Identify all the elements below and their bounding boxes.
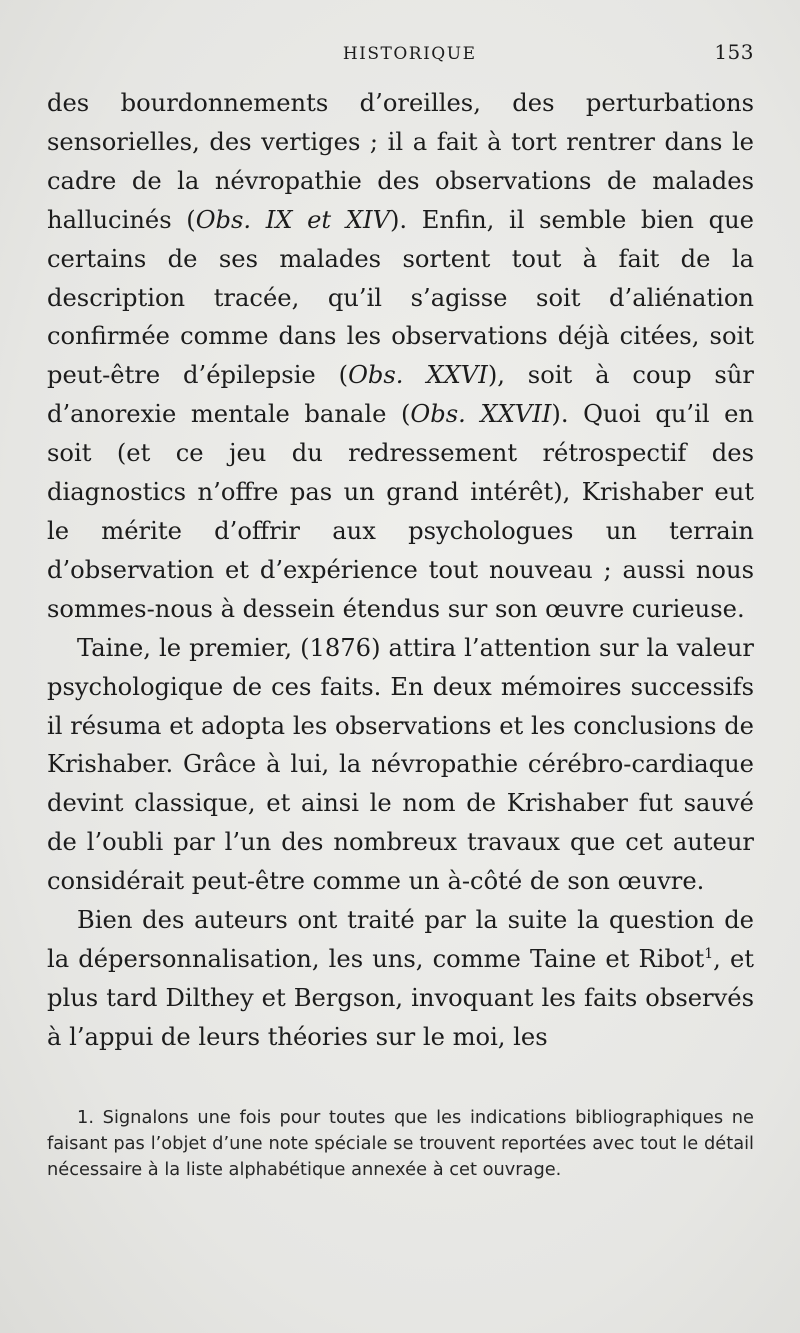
paragraph-3-text-b: , et plus tard Dilthey et Bergson, invoquant les faits observés à l’appui de leurs théories sur le moi, les	[47, 944, 754, 1051]
footnote-marker: 1.	[77, 1106, 94, 1128]
citation-obs-xxvi: Obs. XXVI	[348, 361, 488, 390]
paragraph-1-text-c: ). Enfin, il semble bien que certains de ses malades sortent tout à fait de la description tracée, qu’il s’agisse soit d’aliénation confirmée comme dans les observations déjà citées, soit peut-être d’épilepsie (	[47, 205, 754, 390]
paragraph-1	[47, 84, 754, 629]
footnote-reference: 1	[704, 945, 714, 962]
running-head	[47, 40, 754, 74]
running-title: HISTORIQUE	[342, 44, 477, 64]
paragraph-3-text-a: Bien des auteurs ont traité par la suite la question de la dépersonnalisation, les uns, comme Taine et Ribot	[47, 906, 754, 973]
footnote-separator-space	[47, 1057, 754, 1105]
page-number: 153	[714, 40, 754, 64]
citation-obs-ix-xiv: Obs. IX et XIV	[195, 205, 390, 234]
paragraph-1-text-a: des bourdonnements d’oreilles, des perturbations sensorielles, des vertiges ; il a fait à tort rentrer dans le cadre de la névropathie des observations de malades hallucinés (	[47, 89, 754, 234]
paragraph-1-text-g: ). Quoi qu’il en soit (et ce jeu du redressement rétrospectif des diagnostics n’offre pas un grand intérêt), Krishaber eut le mérite d’offrir aux psychologues un terrain d’observation et d’expérience tout nouveau ; aussi nous sommes-nous à dessein étendus sur son œuvre curieuse.	[47, 400, 755, 623]
footnote-text: Signalons une fois pour toutes que les indications bibliographiques ne faisant pas l’objet d’une note spéciale se trouvent reportées avec tout le détail nécessaire à la liste alphabétique annexée à cet ouvrage.	[47, 1106, 754, 1180]
paragraph-2: Taine, le premier, (1876) attira l’attention sur la valeur psychologique de ces faits. En deux mémoires successifs il résuma et adopta les observations et les conclusions de Krishaber. Grâce à lui, la névropathie cérébro-cardiaque devint classique, et ainsi le nom de Krishaber fut sauvé de l’oubli par l’un des nombreux travaux que cet auteur considérait peut-être comme un à-côté de son œuvre.	[47, 633, 754, 896]
paragraph-1-text-e: ), soit à coup sûr d’anorexie mentale banale (	[47, 361, 754, 429]
body-text	[47, 84, 754, 1057]
paragraph-3	[47, 901, 754, 1057]
footnote	[47, 1105, 754, 1183]
citation-obs-xxvii: Obs. XXVII	[410, 400, 552, 429]
